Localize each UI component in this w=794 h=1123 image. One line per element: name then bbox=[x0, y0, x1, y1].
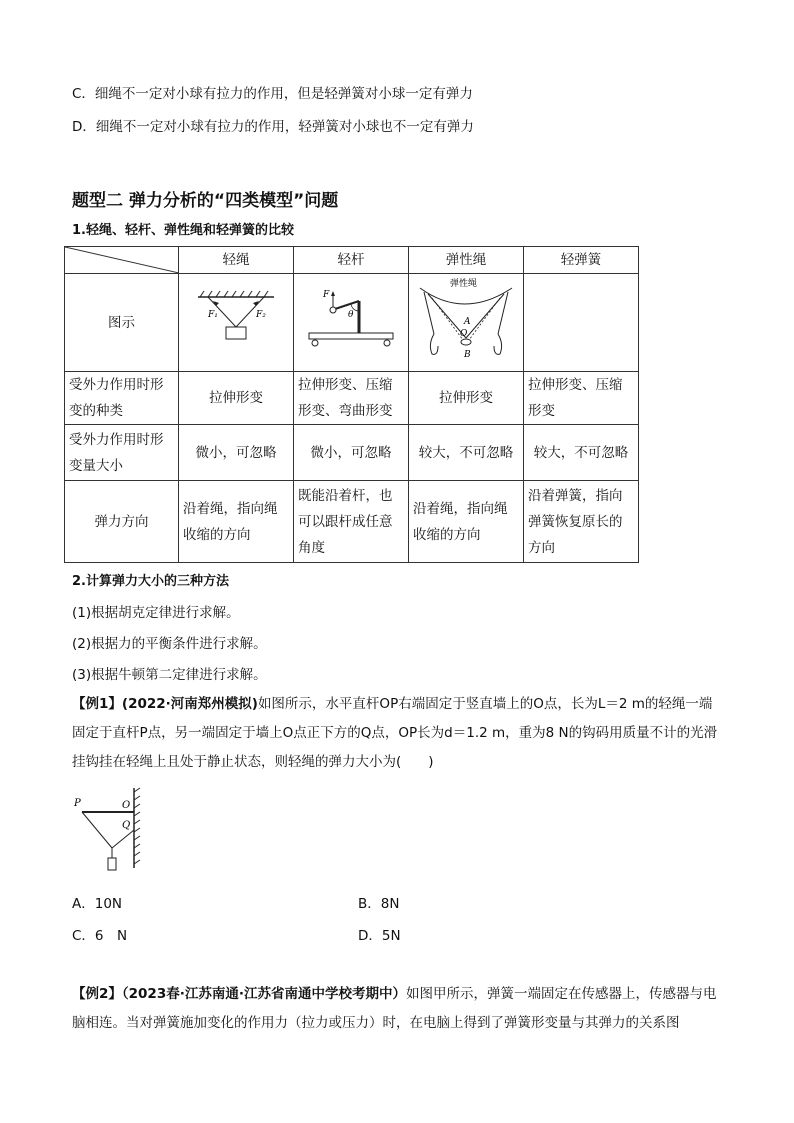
header-light-spring: 轻弹簧 bbox=[524, 247, 639, 274]
example-1-figure bbox=[72, 786, 152, 876]
elastic-a-label: A bbox=[464, 317, 471, 327]
header-light-rope: 轻绳 bbox=[179, 247, 294, 274]
example-1-tag: 【例1】(2022·河南郑州模拟) bbox=[72, 696, 258, 712]
cell-direction-rope: 沿着绳，指向绳收缩的方向 bbox=[179, 481, 294, 563]
option-c-prev: C．细绳不一定对小球有拉力的作用，但是轻弹簧对小球一定有弹力 bbox=[72, 86, 473, 102]
rod-diagram bbox=[301, 283, 401, 353]
elastic-b-label: B bbox=[464, 350, 471, 360]
table-corner-cell bbox=[65, 247, 179, 274]
rope-f1-label: F₁ bbox=[208, 310, 218, 320]
example-2-text: 如图甲所示，弹簧一端固定在传感器上，传感器与电脑相连。当对弹簧施加变化的作用力（拉力或压力）时，在电脑上得到了弹簧形变量与其弹力的关系图 bbox=[72, 986, 717, 1031]
ex1-p-label: P bbox=[74, 798, 81, 809]
cell-direction-rod: 既能沿着杆，也可以跟杆成任意角度 bbox=[294, 481, 409, 563]
cell-deform-type-rod: 拉伸形变、压缩形变、弯曲形变 bbox=[294, 372, 409, 425]
method-3: (3)根据牛顿第二定律进行求解。 bbox=[72, 667, 267, 683]
header-light-rod: 轻杆 bbox=[294, 247, 409, 274]
cell-direction-spring: 沿着弹簧，指向弹簧恢复原长的方向 bbox=[524, 481, 639, 563]
example-1-text: 如图所示，水平直杆OP右端固定于竖直墙上的O点，长为L＝2 m的轻绳一端固定于直杆P点，另一端固定于墙上O点正下方的Q点，OP长为d＝1.2 m，重为8 N的钩码用质量不计的光滑挂钩挂在轻绳上且处于静止状态，则轻绳的弹力大小为( ) bbox=[72, 696, 718, 770]
ex1-option-d: D．5N bbox=[358, 928, 401, 944]
rod-theta-label: θ bbox=[348, 310, 354, 320]
cell-deform-type-rope: 拉伸形变 bbox=[179, 372, 294, 425]
rod-f-label: F bbox=[323, 290, 330, 300]
comparison-table bbox=[64, 246, 639, 563]
cell-deform-amount-elastic: 较大，不可忽略 bbox=[409, 425, 524, 481]
ex1-option-a: A．10N bbox=[72, 896, 123, 912]
row-label-deform-type: 受外力作用时形变的种类 bbox=[65, 372, 179, 425]
cell-direction-elastic: 沿着绳，指向绳收缩的方向 bbox=[409, 481, 524, 563]
method-1: (1)根据胡克定律进行求解。 bbox=[72, 605, 240, 621]
figure-light-rope bbox=[179, 274, 294, 372]
header-elastic-rope: 弹性绳 bbox=[409, 247, 524, 274]
figure-elastic-rope bbox=[409, 274, 524, 372]
cell-deform-amount-rod: 微小，可忽略 bbox=[294, 425, 409, 481]
cell-deform-amount-spring: 较大，不可忽略 bbox=[524, 425, 639, 481]
row-label-force-direction: 弹力方向 bbox=[65, 481, 179, 563]
example-2-paragraph bbox=[72, 980, 722, 1038]
row-label-deform-amount: 受外力作用时形变量大小 bbox=[65, 425, 179, 481]
ex1-o-label: O bbox=[122, 800, 131, 811]
rope-f2-label: F₂ bbox=[256, 310, 266, 320]
cell-deform-type-elastic: 拉伸形变 bbox=[409, 372, 524, 425]
cell-deform-type-spring: 拉伸形变、压缩形变 bbox=[524, 372, 639, 425]
elastic-o-label: O bbox=[460, 329, 468, 339]
rope-diagram bbox=[186, 283, 286, 353]
cell-deform-amount-rope: 微小，可忽略 bbox=[179, 425, 294, 481]
ex1-option-c: C．6 N bbox=[72, 928, 128, 944]
example-2-tag: 【例2】（2023春·江苏南通·江苏省南通中学校考期中） bbox=[72, 986, 406, 1002]
method-2: (2)根据力的平衡条件进行求解。 bbox=[72, 636, 267, 652]
elastic-rope-diagram bbox=[414, 274, 518, 362]
section-title: 题型二 弹力分析的“四类模型”问题 bbox=[72, 191, 339, 211]
ex1-q-label: Q bbox=[122, 820, 131, 831]
example-1-paragraph bbox=[72, 690, 722, 777]
ex1-option-b: B．8N bbox=[358, 896, 400, 912]
row-label-figure: 图示 bbox=[65, 274, 179, 372]
elastic-title-label: 弹性绳 bbox=[450, 279, 478, 289]
subheading-2: 2.计算弹力大小的三种方法 bbox=[72, 574, 229, 589]
subheading-1: 1.轻绳、轻杆、弹性绳和轻弹簧的比较 bbox=[72, 223, 294, 238]
figure-light-spring-empty bbox=[524, 274, 639, 372]
option-d-prev: D．细绳不一定对小球有拉力的作用，轻弹簧对小球也不一定有弹力 bbox=[72, 119, 474, 135]
figure-light-rod bbox=[294, 274, 409, 372]
